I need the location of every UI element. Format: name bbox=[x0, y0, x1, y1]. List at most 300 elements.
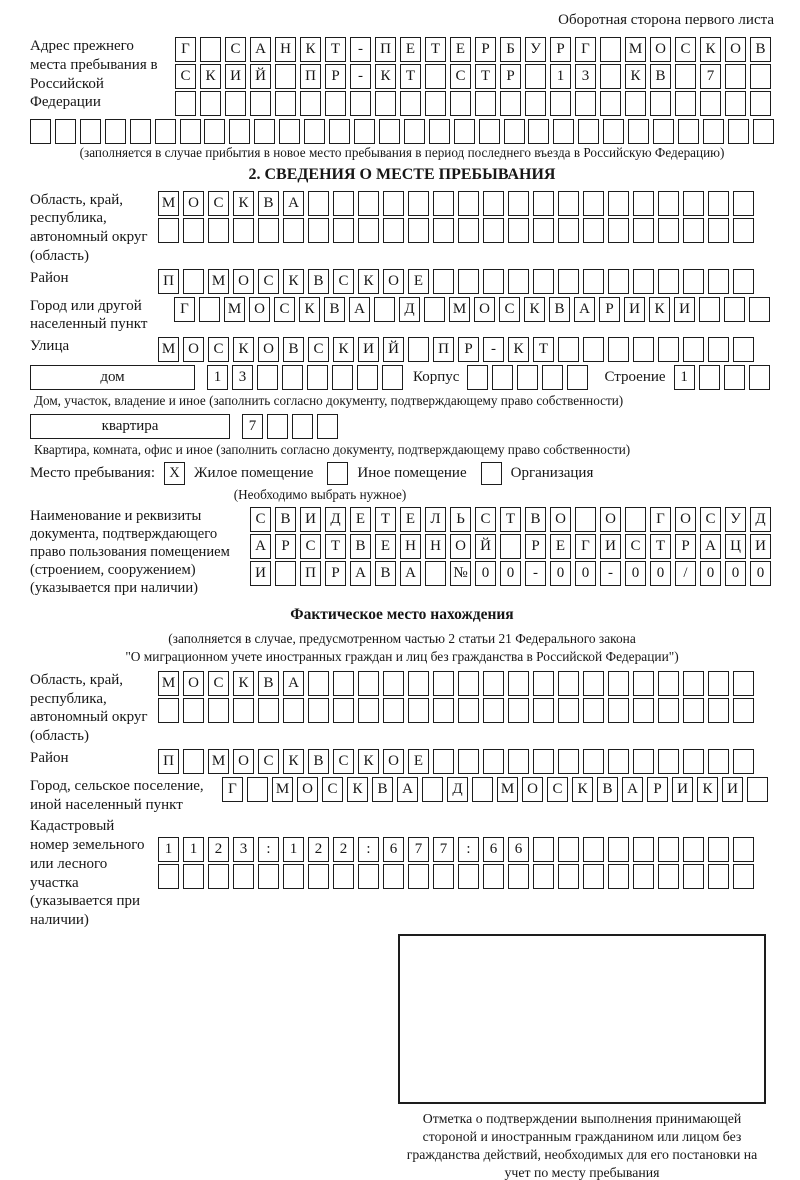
char-cell[interactable]: К bbox=[358, 749, 379, 774]
char-cell[interactable] bbox=[275, 91, 296, 116]
char-cell[interactable]: В bbox=[549, 297, 570, 322]
char-cell[interactable]: Г bbox=[174, 297, 195, 322]
char-cell[interactable] bbox=[600, 37, 621, 62]
char-cell[interactable]: 0 bbox=[475, 561, 496, 586]
char-cell[interactable]: М bbox=[625, 37, 646, 62]
char-cell[interactable]: И bbox=[750, 534, 771, 559]
char-cell[interactable]: Р bbox=[275, 534, 296, 559]
char-cell[interactable]: 7 bbox=[242, 414, 263, 439]
char-cell[interactable] bbox=[500, 91, 521, 116]
char-cell[interactable]: Т bbox=[400, 64, 421, 89]
char-cell[interactable] bbox=[558, 749, 579, 774]
char-cell[interactable]: С bbox=[547, 777, 568, 802]
char-cell[interactable] bbox=[558, 671, 579, 696]
char-cell[interactable] bbox=[208, 218, 229, 243]
char-cell[interactable] bbox=[583, 698, 604, 723]
char-cell[interactable]: Е bbox=[408, 269, 429, 294]
char-cell[interactable] bbox=[155, 119, 176, 144]
char-cell[interactable] bbox=[708, 191, 729, 216]
char-cell[interactable]: А bbox=[283, 191, 304, 216]
char-cell[interactable] bbox=[180, 119, 201, 144]
char-cell[interactable]: С bbox=[208, 671, 229, 696]
char-cell[interactable] bbox=[308, 698, 329, 723]
char-cell[interactable]: 1 bbox=[283, 837, 304, 862]
char-cell[interactable] bbox=[307, 365, 328, 390]
char-cell[interactable]: Т bbox=[325, 37, 346, 62]
char-cell[interactable]: 3 bbox=[232, 365, 253, 390]
char-cell[interactable]: В bbox=[275, 507, 296, 532]
char-cell[interactable]: В bbox=[308, 269, 329, 294]
char-cell[interactable] bbox=[233, 218, 254, 243]
char-cell[interactable] bbox=[500, 534, 521, 559]
char-cell[interactable] bbox=[308, 191, 329, 216]
char-cell[interactable]: А bbox=[574, 297, 595, 322]
char-cell[interactable] bbox=[517, 365, 538, 390]
char-cell[interactable]: Р bbox=[325, 561, 346, 586]
char-cell[interactable] bbox=[633, 269, 654, 294]
char-cell[interactable]: А bbox=[283, 671, 304, 696]
char-cell[interactable] bbox=[658, 191, 679, 216]
char-cell[interactable]: 0 bbox=[750, 561, 771, 586]
char-cell[interactable]: К bbox=[524, 297, 545, 322]
char-cell[interactable] bbox=[658, 698, 679, 723]
char-cell[interactable]: Р bbox=[458, 337, 479, 362]
char-cell[interactable]: О bbox=[474, 297, 495, 322]
char-cell[interactable] bbox=[508, 749, 529, 774]
char-cell[interactable] bbox=[200, 37, 221, 62]
char-cell[interactable] bbox=[653, 119, 674, 144]
char-cell[interactable] bbox=[583, 191, 604, 216]
char-cell[interactable]: В bbox=[372, 777, 393, 802]
char-cell[interactable] bbox=[254, 119, 275, 144]
char-cell[interactable]: 6 bbox=[483, 837, 504, 862]
char-cell[interactable] bbox=[275, 561, 296, 586]
char-cell[interactable] bbox=[458, 698, 479, 723]
char-cell[interactable]: 2 bbox=[333, 837, 354, 862]
char-cell[interactable] bbox=[333, 671, 354, 696]
char-cell[interactable] bbox=[508, 269, 529, 294]
char-cell[interactable] bbox=[225, 91, 246, 116]
char-cell[interactable] bbox=[183, 269, 204, 294]
char-cell[interactable] bbox=[558, 337, 579, 362]
char-cell[interactable] bbox=[725, 91, 746, 116]
char-cell[interactable]: 0 bbox=[575, 561, 596, 586]
char-cell[interactable] bbox=[408, 671, 429, 696]
char-cell[interactable]: М bbox=[208, 749, 229, 774]
char-cell[interactable] bbox=[608, 671, 629, 696]
char-cell[interactable] bbox=[683, 191, 704, 216]
char-cell[interactable] bbox=[383, 864, 404, 889]
char-cell[interactable]: Т bbox=[650, 534, 671, 559]
char-cell[interactable]: О bbox=[725, 37, 746, 62]
char-cell[interactable] bbox=[508, 864, 529, 889]
char-cell[interactable]: П bbox=[433, 337, 454, 362]
char-cell[interactable] bbox=[608, 269, 629, 294]
char-cell[interactable]: П bbox=[300, 561, 321, 586]
char-cell[interactable] bbox=[333, 191, 354, 216]
char-cell[interactable] bbox=[583, 337, 604, 362]
char-cell[interactable] bbox=[425, 561, 446, 586]
char-cell[interactable] bbox=[458, 864, 479, 889]
char-cell[interactable] bbox=[467, 365, 488, 390]
char-cell[interactable] bbox=[703, 119, 724, 144]
char-cell[interactable] bbox=[425, 91, 446, 116]
char-cell[interactable] bbox=[533, 218, 554, 243]
char-cell[interactable]: 6 bbox=[508, 837, 529, 862]
char-cell[interactable] bbox=[80, 119, 101, 144]
char-cell[interactable] bbox=[374, 297, 395, 322]
char-cell[interactable]: М bbox=[158, 337, 179, 362]
char-cell[interactable]: П bbox=[158, 749, 179, 774]
char-cell[interactable] bbox=[350, 91, 371, 116]
char-cell[interactable] bbox=[354, 119, 375, 144]
char-cell[interactable]: - bbox=[350, 64, 371, 89]
char-cell[interactable]: К bbox=[300, 37, 321, 62]
char-cell[interactable]: О bbox=[650, 37, 671, 62]
char-cell[interactable] bbox=[250, 91, 271, 116]
char-cell[interactable] bbox=[733, 269, 754, 294]
char-cell[interactable] bbox=[650, 91, 671, 116]
char-cell[interactable] bbox=[454, 119, 475, 144]
char-cell[interactable] bbox=[383, 698, 404, 723]
char-cell[interactable] bbox=[55, 119, 76, 144]
char-cell[interactable] bbox=[558, 191, 579, 216]
char-cell[interactable] bbox=[550, 91, 571, 116]
char-cell[interactable] bbox=[608, 218, 629, 243]
char-cell[interactable] bbox=[658, 337, 679, 362]
char-cell[interactable] bbox=[175, 91, 196, 116]
char-cell[interactable] bbox=[325, 91, 346, 116]
char-cell[interactable]: Й bbox=[475, 534, 496, 559]
char-cell[interactable] bbox=[608, 749, 629, 774]
char-cell[interactable] bbox=[358, 191, 379, 216]
char-cell[interactable] bbox=[458, 191, 479, 216]
char-cell[interactable] bbox=[383, 191, 404, 216]
char-cell[interactable]: А bbox=[700, 534, 721, 559]
char-cell[interactable]: А bbox=[397, 777, 418, 802]
char-cell[interactable] bbox=[308, 864, 329, 889]
char-cell[interactable]: Ь bbox=[450, 507, 471, 532]
char-cell[interactable]: У bbox=[525, 37, 546, 62]
char-cell[interactable] bbox=[724, 365, 745, 390]
char-cell[interactable] bbox=[199, 297, 220, 322]
char-cell[interactable] bbox=[558, 218, 579, 243]
char-cell[interactable] bbox=[258, 864, 279, 889]
char-cell[interactable] bbox=[508, 671, 529, 696]
char-cell[interactable]: Н bbox=[275, 37, 296, 62]
char-cell[interactable]: О bbox=[600, 507, 621, 532]
char-cell[interactable] bbox=[408, 191, 429, 216]
char-cell[interactable] bbox=[433, 698, 454, 723]
char-cell[interactable] bbox=[608, 191, 629, 216]
char-cell[interactable] bbox=[733, 837, 754, 862]
char-cell[interactable] bbox=[292, 414, 313, 439]
char-cell[interactable] bbox=[750, 64, 771, 89]
char-cell[interactable]: В bbox=[258, 191, 279, 216]
char-cell[interactable]: Д bbox=[325, 507, 346, 532]
char-cell[interactable] bbox=[683, 337, 704, 362]
char-cell[interactable]: Т bbox=[325, 534, 346, 559]
char-cell[interactable] bbox=[749, 297, 770, 322]
char-cell[interactable] bbox=[533, 864, 554, 889]
char-cell[interactable]: С bbox=[333, 269, 354, 294]
char-cell[interactable]: 3 bbox=[233, 837, 254, 862]
char-cell[interactable]: Р bbox=[550, 37, 571, 62]
char-cell[interactable] bbox=[583, 671, 604, 696]
char-cell[interactable]: Р bbox=[325, 64, 346, 89]
char-cell[interactable]: С bbox=[208, 337, 229, 362]
char-cell[interactable]: У bbox=[725, 507, 746, 532]
char-cell[interactable] bbox=[229, 119, 250, 144]
char-cell[interactable] bbox=[483, 749, 504, 774]
char-cell[interactable] bbox=[158, 698, 179, 723]
char-cell[interactable]: О bbox=[258, 337, 279, 362]
char-cell[interactable]: 1 bbox=[183, 837, 204, 862]
char-cell[interactable] bbox=[658, 837, 679, 862]
char-cell[interactable]: О bbox=[450, 534, 471, 559]
char-cell[interactable] bbox=[358, 218, 379, 243]
char-cell[interactable] bbox=[282, 365, 303, 390]
char-cell[interactable] bbox=[483, 698, 504, 723]
char-cell[interactable]: 0 bbox=[725, 561, 746, 586]
char-cell[interactable]: В bbox=[597, 777, 618, 802]
char-cell[interactable]: 1 bbox=[207, 365, 228, 390]
char-cell[interactable] bbox=[533, 191, 554, 216]
char-cell[interactable] bbox=[708, 337, 729, 362]
char-cell[interactable] bbox=[333, 218, 354, 243]
char-cell[interactable]: С bbox=[208, 191, 229, 216]
char-cell[interactable] bbox=[258, 218, 279, 243]
char-cell[interactable] bbox=[329, 119, 350, 144]
char-cell[interactable]: В bbox=[350, 534, 371, 559]
char-cell[interactable]: С bbox=[625, 534, 646, 559]
char-cell[interactable] bbox=[753, 119, 774, 144]
char-cell[interactable] bbox=[625, 91, 646, 116]
char-cell[interactable]: К bbox=[572, 777, 593, 802]
char-cell[interactable]: - bbox=[350, 37, 371, 62]
char-cell[interactable] bbox=[283, 864, 304, 889]
char-cell[interactable] bbox=[508, 191, 529, 216]
char-cell[interactable] bbox=[358, 698, 379, 723]
char-cell[interactable]: К bbox=[233, 337, 254, 362]
char-cell[interactable]: О bbox=[183, 191, 204, 216]
char-cell[interactable] bbox=[283, 698, 304, 723]
char-cell[interactable]: Д bbox=[447, 777, 468, 802]
char-cell[interactable] bbox=[492, 365, 513, 390]
char-cell[interactable]: Р bbox=[647, 777, 668, 802]
char-cell[interactable]: С bbox=[250, 507, 271, 532]
char-cell[interactable] bbox=[458, 269, 479, 294]
char-cell[interactable]: / bbox=[675, 561, 696, 586]
char-cell[interactable]: П bbox=[300, 64, 321, 89]
char-cell[interactable] bbox=[508, 218, 529, 243]
char-cell[interactable]: М bbox=[158, 191, 179, 216]
char-cell[interactable]: Т bbox=[533, 337, 554, 362]
char-cell[interactable]: О bbox=[233, 269, 254, 294]
char-cell[interactable] bbox=[733, 671, 754, 696]
char-cell[interactable] bbox=[458, 671, 479, 696]
char-cell[interactable] bbox=[675, 91, 696, 116]
char-cell[interactable]: В bbox=[324, 297, 345, 322]
char-cell[interactable]: К bbox=[233, 191, 254, 216]
char-cell[interactable]: С bbox=[258, 749, 279, 774]
char-cell[interactable] bbox=[558, 864, 579, 889]
char-cell[interactable] bbox=[433, 218, 454, 243]
char-cell[interactable]: С bbox=[499, 297, 520, 322]
char-cell[interactable] bbox=[528, 119, 549, 144]
char-cell[interactable] bbox=[708, 698, 729, 723]
char-cell[interactable] bbox=[600, 64, 621, 89]
char-cell[interactable] bbox=[575, 91, 596, 116]
char-cell[interactable] bbox=[105, 119, 126, 144]
char-cell[interactable] bbox=[267, 414, 288, 439]
char-cell[interactable] bbox=[525, 64, 546, 89]
checkbox-residential[interactable]: X bbox=[164, 462, 185, 485]
char-cell[interactable] bbox=[558, 698, 579, 723]
char-cell[interactable] bbox=[358, 864, 379, 889]
char-cell[interactable] bbox=[422, 777, 443, 802]
char-cell[interactable]: 7 bbox=[408, 837, 429, 862]
char-cell[interactable]: К bbox=[299, 297, 320, 322]
char-cell[interactable]: С bbox=[700, 507, 721, 532]
char-cell[interactable]: И bbox=[624, 297, 645, 322]
char-cell[interactable]: С bbox=[225, 37, 246, 62]
char-cell[interactable] bbox=[300, 91, 321, 116]
char-cell[interactable]: К bbox=[358, 269, 379, 294]
char-cell[interactable] bbox=[383, 671, 404, 696]
char-cell[interactable]: 0 bbox=[650, 561, 671, 586]
char-cell[interactable]: Б bbox=[500, 37, 521, 62]
char-cell[interactable] bbox=[558, 837, 579, 862]
char-cell[interactable]: 6 bbox=[383, 837, 404, 862]
char-cell[interactable]: Е bbox=[450, 37, 471, 62]
char-cell[interactable] bbox=[533, 269, 554, 294]
char-cell[interactable] bbox=[749, 365, 770, 390]
char-cell[interactable] bbox=[658, 671, 679, 696]
char-cell[interactable]: В bbox=[750, 37, 771, 62]
char-cell[interactable]: О bbox=[297, 777, 318, 802]
char-cell[interactable] bbox=[400, 91, 421, 116]
char-cell[interactable] bbox=[233, 864, 254, 889]
char-cell[interactable]: С bbox=[258, 269, 279, 294]
char-cell[interactable]: К bbox=[333, 337, 354, 362]
char-cell[interactable] bbox=[450, 91, 471, 116]
char-cell[interactable]: К bbox=[508, 337, 529, 362]
char-cell[interactable] bbox=[725, 64, 746, 89]
char-cell[interactable] bbox=[608, 864, 629, 889]
char-cell[interactable] bbox=[308, 671, 329, 696]
char-cell[interactable] bbox=[658, 749, 679, 774]
char-cell[interactable]: К bbox=[700, 37, 721, 62]
char-cell[interactable] bbox=[633, 191, 654, 216]
char-cell[interactable] bbox=[724, 297, 745, 322]
char-cell[interactable]: С bbox=[274, 297, 295, 322]
char-cell[interactable]: Г bbox=[575, 37, 596, 62]
char-cell[interactable]: Е bbox=[408, 749, 429, 774]
char-cell[interactable]: В bbox=[525, 507, 546, 532]
char-cell[interactable] bbox=[433, 269, 454, 294]
char-cell[interactable] bbox=[183, 749, 204, 774]
char-cell[interactable] bbox=[475, 91, 496, 116]
char-cell[interactable] bbox=[408, 337, 429, 362]
char-cell[interactable] bbox=[708, 218, 729, 243]
char-cell[interactable] bbox=[683, 837, 704, 862]
char-cell[interactable]: 7 bbox=[700, 64, 721, 89]
char-cell[interactable]: : bbox=[258, 837, 279, 862]
char-cell[interactable] bbox=[733, 337, 754, 362]
char-cell[interactable] bbox=[508, 698, 529, 723]
char-cell[interactable]: 0 bbox=[500, 561, 521, 586]
char-cell[interactable]: 1 bbox=[550, 64, 571, 89]
char-cell[interactable] bbox=[304, 119, 325, 144]
char-cell[interactable]: 7 bbox=[433, 837, 454, 862]
char-cell[interactable]: Г bbox=[575, 534, 596, 559]
char-cell[interactable] bbox=[458, 749, 479, 774]
char-cell[interactable] bbox=[583, 864, 604, 889]
char-cell[interactable] bbox=[533, 837, 554, 862]
char-cell[interactable]: Д bbox=[399, 297, 420, 322]
char-cell[interactable] bbox=[575, 507, 596, 532]
char-cell[interactable]: С bbox=[322, 777, 343, 802]
char-cell[interactable] bbox=[333, 698, 354, 723]
char-cell[interactable] bbox=[379, 119, 400, 144]
char-cell[interactable] bbox=[404, 119, 425, 144]
char-cell[interactable]: Т bbox=[475, 64, 496, 89]
char-cell[interactable] bbox=[683, 269, 704, 294]
char-cell[interactable] bbox=[382, 365, 403, 390]
char-cell[interactable] bbox=[533, 749, 554, 774]
char-cell[interactable]: М bbox=[224, 297, 245, 322]
char-cell[interactable] bbox=[708, 837, 729, 862]
char-cell[interactable] bbox=[433, 864, 454, 889]
char-cell[interactable]: К bbox=[625, 64, 646, 89]
char-cell[interactable]: Л bbox=[425, 507, 446, 532]
char-cell[interactable] bbox=[483, 671, 504, 696]
char-cell[interactable]: Й bbox=[250, 64, 271, 89]
char-cell[interactable] bbox=[633, 698, 654, 723]
char-cell[interactable]: В bbox=[308, 749, 329, 774]
char-cell[interactable] bbox=[408, 698, 429, 723]
char-cell[interactable]: И bbox=[672, 777, 693, 802]
char-cell[interactable] bbox=[429, 119, 450, 144]
char-cell[interactable]: С bbox=[300, 534, 321, 559]
char-cell[interactable]: И bbox=[300, 507, 321, 532]
char-cell[interactable] bbox=[433, 671, 454, 696]
char-cell[interactable]: К bbox=[283, 749, 304, 774]
char-cell[interactable]: А bbox=[622, 777, 643, 802]
char-cell[interactable]: А bbox=[349, 297, 370, 322]
char-cell[interactable]: А bbox=[250, 534, 271, 559]
char-cell[interactable] bbox=[608, 698, 629, 723]
char-cell[interactable]: С bbox=[475, 507, 496, 532]
char-cell[interactable] bbox=[233, 698, 254, 723]
char-cell[interactable]: Т bbox=[375, 507, 396, 532]
char-cell[interactable]: Т bbox=[500, 507, 521, 532]
char-cell[interactable] bbox=[200, 91, 221, 116]
char-cell[interactable] bbox=[633, 337, 654, 362]
char-cell[interactable]: - bbox=[525, 561, 546, 586]
char-cell[interactable] bbox=[608, 837, 629, 862]
char-cell[interactable] bbox=[483, 218, 504, 243]
char-cell[interactable]: Е bbox=[400, 37, 421, 62]
char-cell[interactable]: П bbox=[375, 37, 396, 62]
char-cell[interactable] bbox=[183, 218, 204, 243]
char-cell[interactable]: И bbox=[358, 337, 379, 362]
char-cell[interactable] bbox=[600, 91, 621, 116]
char-cell[interactable] bbox=[408, 864, 429, 889]
char-cell[interactable] bbox=[332, 365, 353, 390]
char-cell[interactable]: Е bbox=[375, 534, 396, 559]
